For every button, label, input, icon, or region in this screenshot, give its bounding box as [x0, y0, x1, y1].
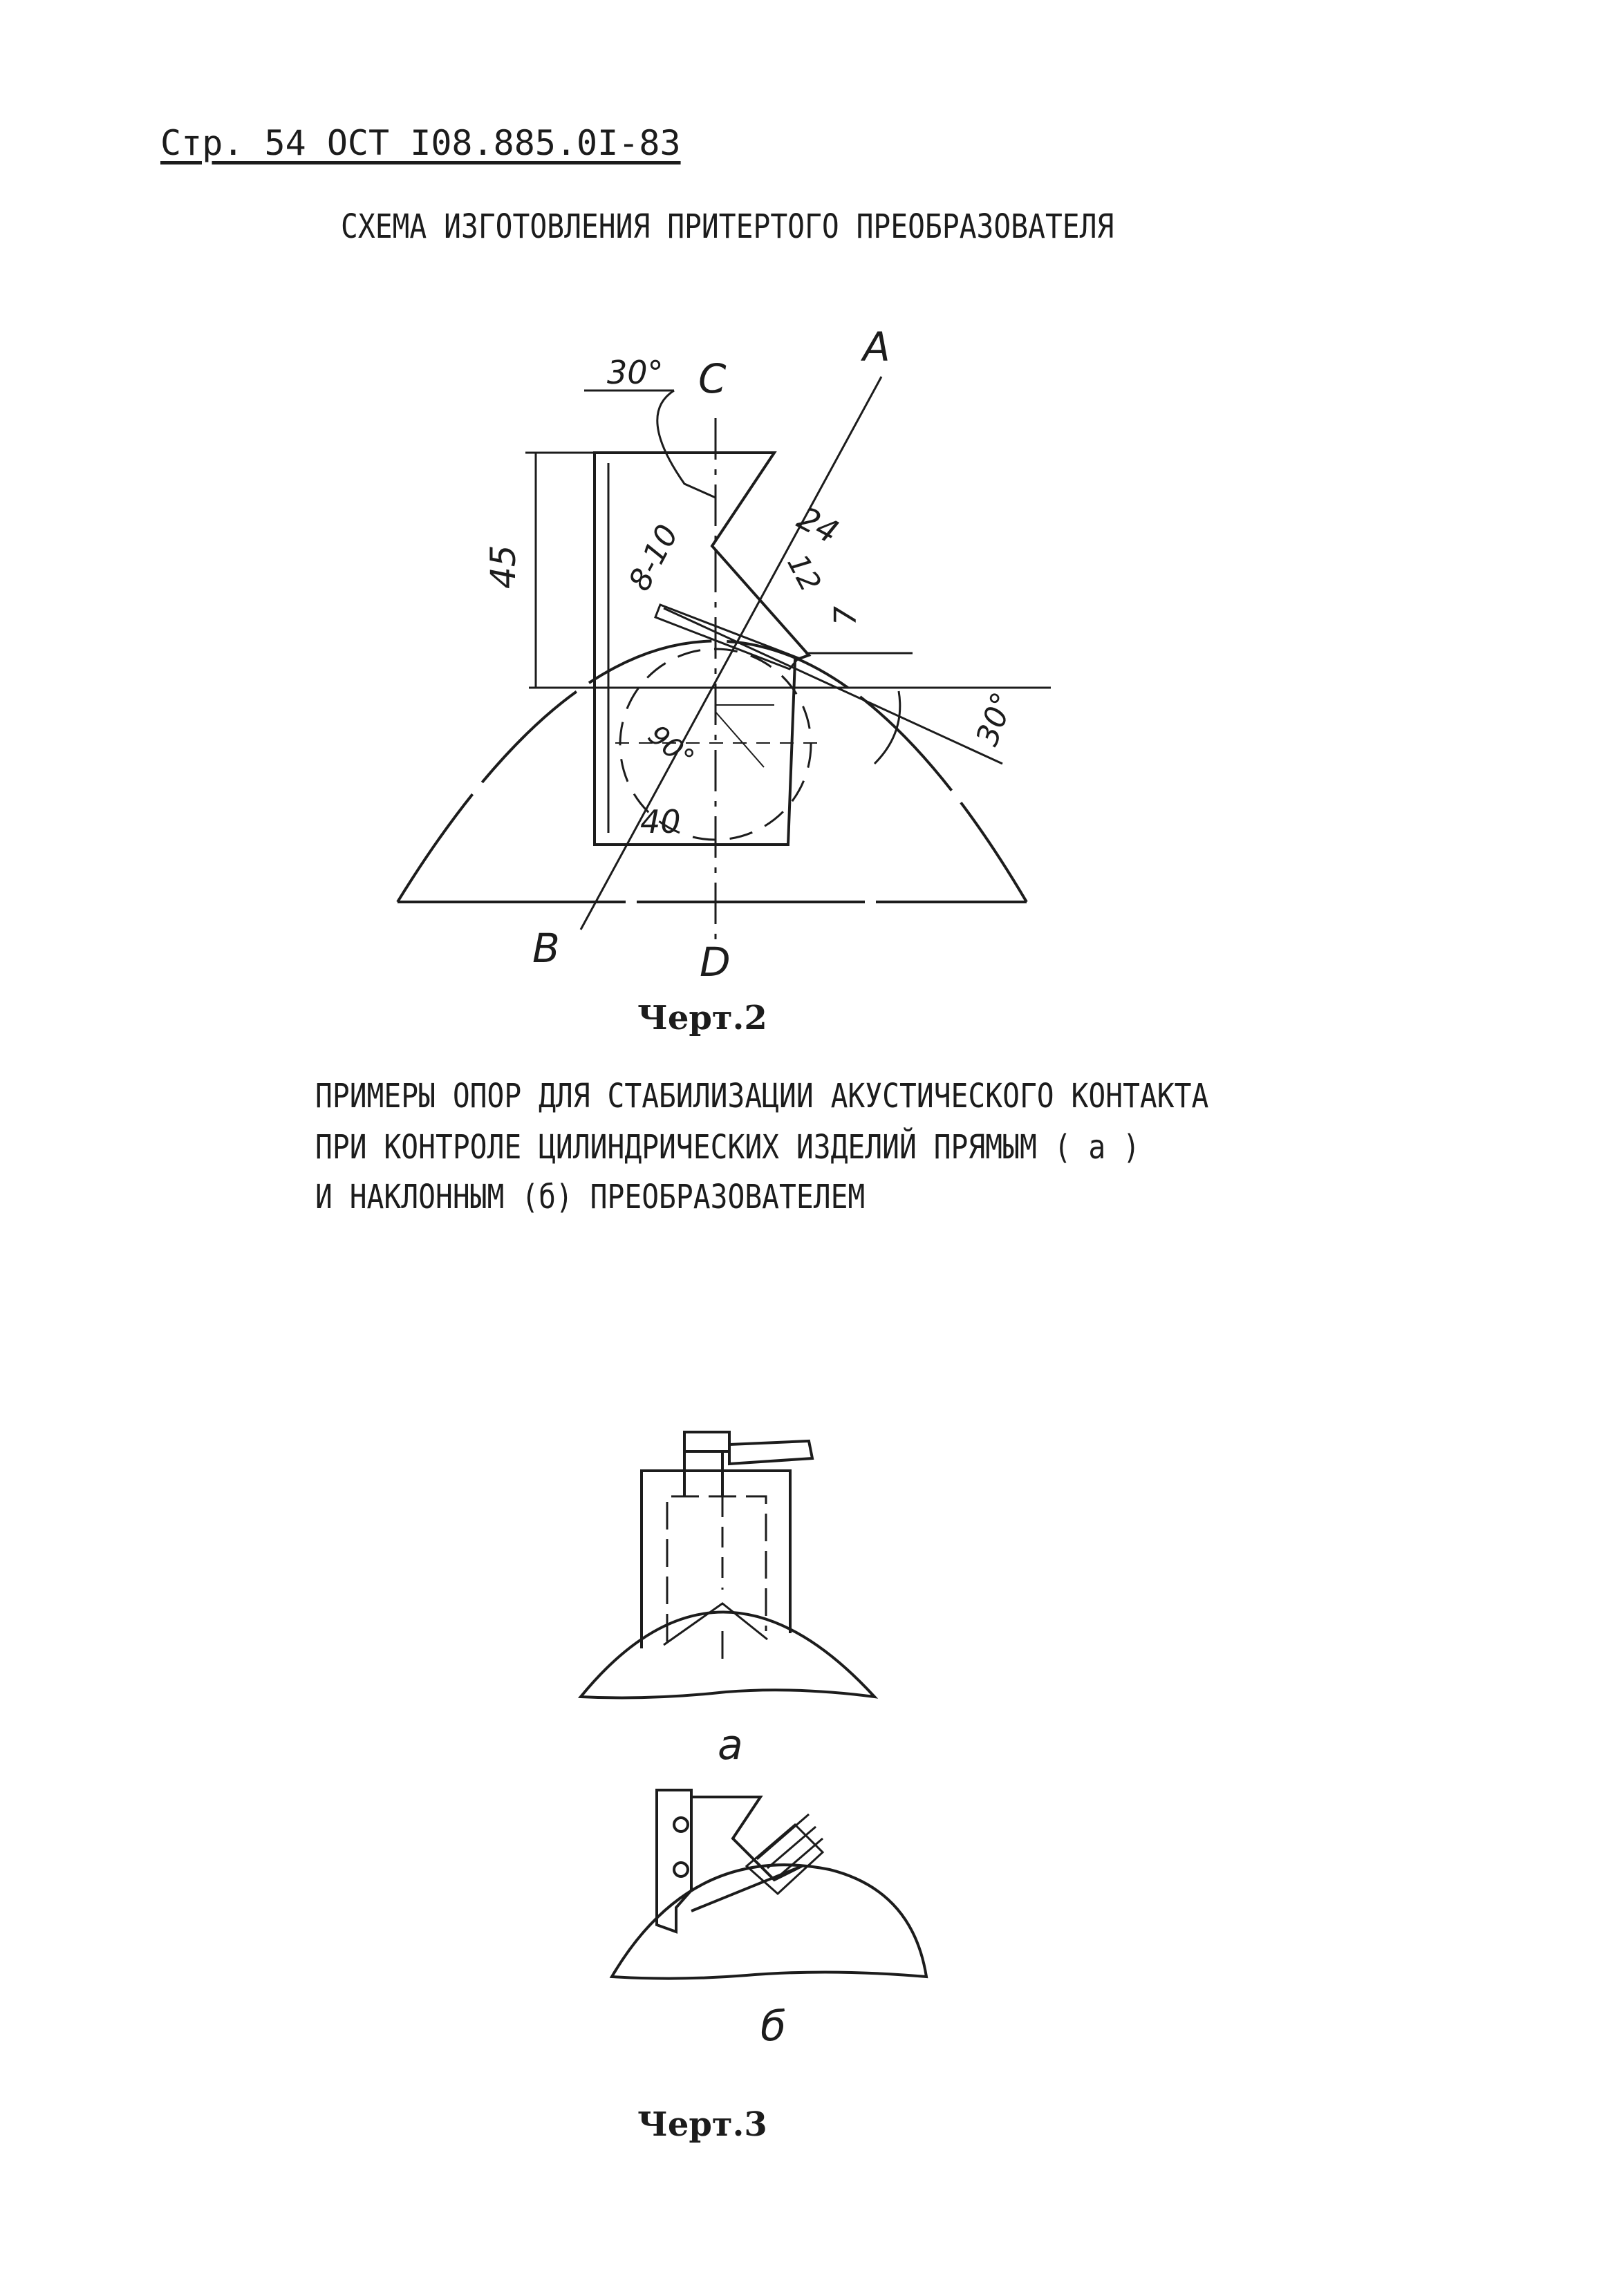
- connector-a: [684, 1451, 722, 1496]
- dim-7: 7: [828, 606, 863, 625]
- page-header: Стр. 54 ОСТ I08.885.0I-83: [160, 123, 681, 163]
- crystal-b: [747, 1825, 823, 1894]
- drawing2-caption: Черт.2: [637, 999, 767, 1037]
- axis-AB: [581, 377, 881, 930]
- section2-title-line-3: И НАКЛОННЫМ (б) ПРЕОБРАЗОВАТЕЛЕМ: [315, 1178, 866, 1216]
- dim-width: 40: [640, 803, 681, 840]
- section2-title-line-1: ПРИМЕРЫ ОПОР ДЛЯ СТАБИЛИЗАЦИИ АКУСТИЧЕСКОГО КОНТАКТА: [315, 1077, 1209, 1116]
- label-B: B: [532, 925, 560, 972]
- dim-angle-side: 30°: [969, 688, 1022, 751]
- tangent-line: [664, 608, 1002, 764]
- section2-title-line-2: ПРИ КОНТРОЛЕ ЦИЛИНДРИЧЕСКИХ ИЗДЕЛИЙ ПРЯМЫМ ( а ): [315, 1128, 1140, 1167]
- drawing3-caption: Черт.3: [637, 2105, 767, 2144]
- bracket-b: [657, 1790, 691, 1932]
- prism-a: [664, 1603, 767, 1645]
- dim-crystal: 8-10: [621, 519, 686, 597]
- lapping-circle: [620, 649, 811, 840]
- label-A: A: [863, 323, 890, 370]
- dim-12: 12: [781, 548, 828, 597]
- transducer-body: [595, 453, 809, 845]
- label-b: б: [760, 2002, 787, 2051]
- label-D: D: [700, 939, 731, 986]
- workpiece-b: [612, 1865, 926, 1978]
- handle-a: [729, 1441, 812, 1464]
- label-a: а: [718, 1721, 743, 1769]
- dim-angle-top: 30°: [607, 354, 664, 391]
- workpiece-a: [581, 1612, 875, 1698]
- connector-a-top: [684, 1432, 729, 1451]
- dim-24: 24: [791, 499, 845, 552]
- housing-a-inner: [667, 1496, 766, 1641]
- workpiece-arc: [398, 641, 1027, 903]
- housing-b: [691, 1797, 802, 1911]
- dim-angle-right: 90°: [642, 719, 700, 775]
- housing-a: [642, 1471, 790, 1648]
- drawing2-title: СХЕМА ИЗГОТОВЛЕНИЯ ПРИТЕРТОГО ПРЕОБРАЗОВАТЕЛЯ: [341, 207, 1114, 246]
- label-C: C: [698, 355, 727, 402]
- dim-height: 45: [483, 545, 523, 589]
- crystal-element: [655, 605, 798, 669]
